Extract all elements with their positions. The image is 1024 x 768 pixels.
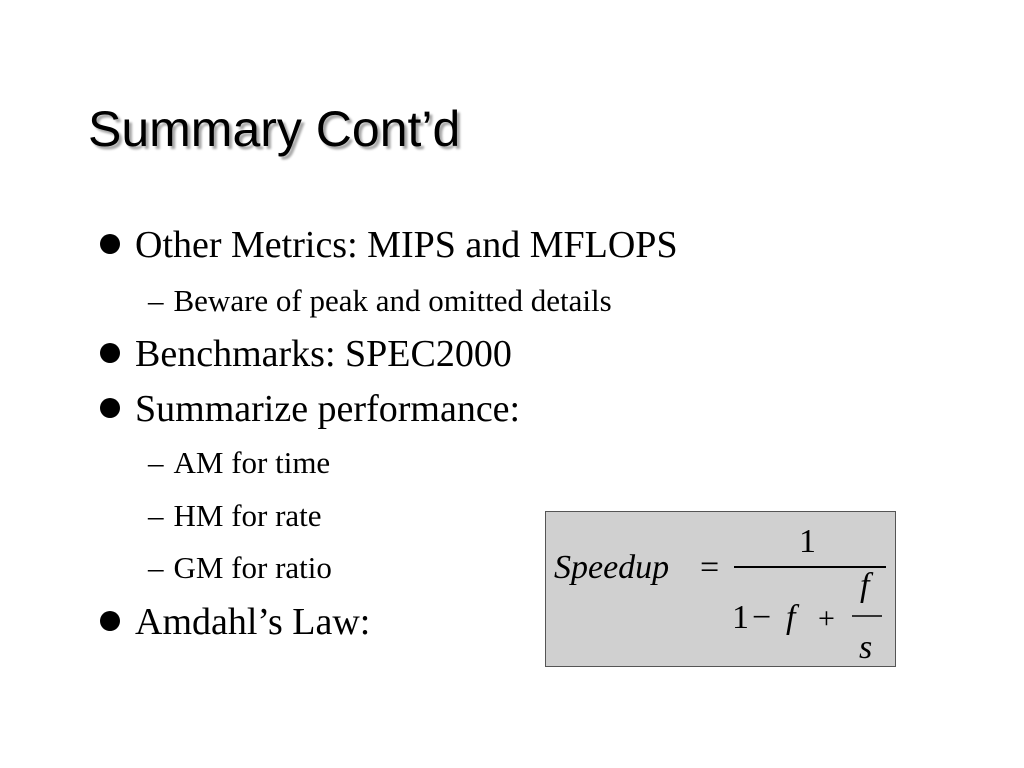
- bullet-text: Summarize performance:: [135, 388, 521, 430]
- dash-icon: –: [148, 498, 164, 533]
- bullet-text: Benchmarks: SPEC2000: [135, 333, 512, 375]
- sub-bullet-item: [148, 552, 332, 583]
- formula-f: f: [786, 599, 796, 636]
- bullet-dot-icon: [100, 611, 120, 631]
- bullet-dot-icon: [100, 398, 120, 418]
- formula-inner-numerator: f: [860, 567, 870, 604]
- formula-numerator: 1: [799, 523, 816, 560]
- sub-bullet-text: Beware of peak and omitted details: [173, 283, 612, 318]
- dash-icon: –: [148, 550, 164, 585]
- bullet-text: Other Metrics: MIPS and MFLOPS: [135, 224, 678, 266]
- bullet-item: [100, 226, 678, 264]
- sub-bullet-text: HM for rate: [173, 498, 322, 533]
- formula-denominator-one: 1: [732, 599, 749, 636]
- sub-bullet-item: [148, 500, 322, 531]
- bullet-item: [100, 390, 520, 428]
- sub-bullet-item: [148, 447, 330, 478]
- formula-inner-denominator: s: [859, 629, 873, 666]
- bullet-text: Amdahl’s Law:: [135, 601, 371, 643]
- formula-equals: =: [700, 549, 720, 586]
- bullet-item: [100, 603, 370, 641]
- bullet-dot-icon: [100, 234, 120, 254]
- sub-bullet-text: GM for ratio: [173, 550, 332, 585]
- bullet-dot-icon: [100, 343, 120, 363]
- amdahl-formula: [546, 512, 895, 666]
- formula-plus: +: [818, 602, 835, 635]
- sub-bullet-text: AM for time: [173, 445, 331, 480]
- bullet-item: [100, 335, 512, 373]
- formula-minus: −: [752, 599, 772, 636]
- dash-icon: –: [148, 445, 164, 480]
- formula-lhs: Speedup: [554, 549, 670, 586]
- sub-bullet-item: [148, 285, 612, 316]
- amdahl-formula-box: [545, 511, 896, 667]
- dash-icon: –: [148, 283, 164, 318]
- slide-title: Summary Cont’d: [88, 101, 461, 157]
